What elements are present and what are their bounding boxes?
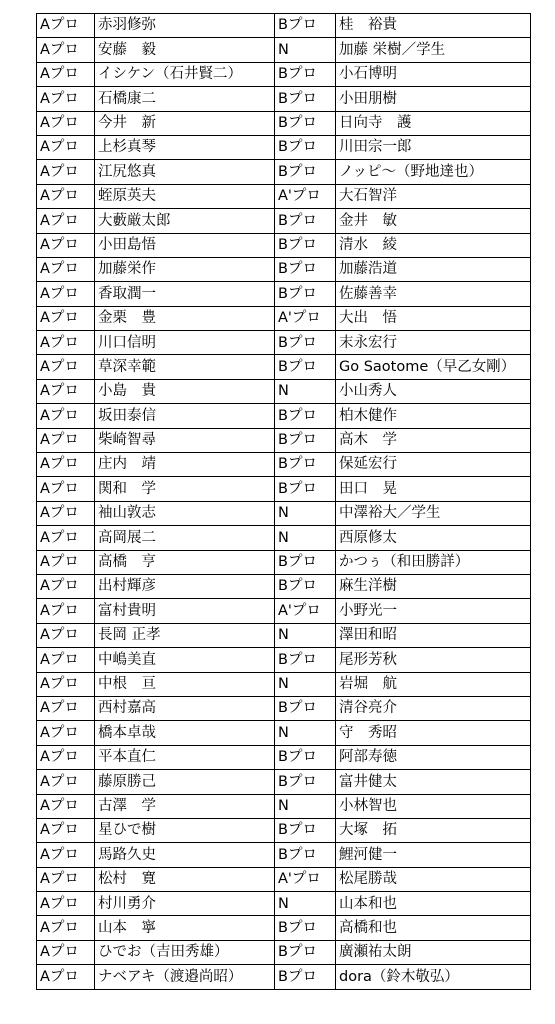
right-name-cell: 柏木健作 xyxy=(336,404,531,428)
table-row xyxy=(37,38,531,62)
table-row xyxy=(37,965,531,989)
left-class-cell: Aプロ xyxy=(37,282,95,306)
left-name-cell: 山本 寧 xyxy=(95,916,275,940)
table-row xyxy=(37,940,531,964)
left-class-cell: Aプロ xyxy=(37,135,95,159)
left-name-cell: 川口信明 xyxy=(95,331,275,355)
left-class-cell: Aプロ xyxy=(37,184,95,208)
left-name-cell: イシケン（石井賢二） xyxy=(95,62,275,86)
right-name-cell: 小野光一 xyxy=(336,599,531,623)
left-name-cell: 藤原勝己 xyxy=(95,770,275,794)
right-class-cell: Bプロ xyxy=(275,965,336,989)
left-class-cell: Aプロ xyxy=(37,648,95,672)
table-row xyxy=(37,745,531,769)
right-class-cell: A'プロ xyxy=(275,306,336,330)
table-row xyxy=(37,257,531,281)
table-row xyxy=(37,209,531,233)
table-row xyxy=(37,282,531,306)
right-class-cell: Bプロ xyxy=(275,696,336,720)
right-name-cell: 加藤 栄樹／学生 xyxy=(336,38,531,62)
left-name-cell: 加藤栄作 xyxy=(95,257,275,281)
left-name-cell: ナベアキ（渡邉尚昭） xyxy=(95,965,275,989)
left-class-cell: Aプロ xyxy=(37,501,95,525)
right-class-cell: Bプロ xyxy=(275,111,336,135)
left-name-cell: 小田島悟 xyxy=(95,233,275,257)
right-name-cell: 小石博明 xyxy=(336,62,531,86)
right-class-cell: N xyxy=(275,501,336,525)
left-name-cell: 草深幸範 xyxy=(95,355,275,379)
left-name-cell: 石橋康二 xyxy=(95,87,275,111)
table-row xyxy=(37,453,531,477)
right-name-cell: 阿部寿徳 xyxy=(336,745,531,769)
left-class-cell: Aプロ xyxy=(37,770,95,794)
table-row xyxy=(37,672,531,696)
left-class-cell: Aプロ xyxy=(37,38,95,62)
left-name-cell: 高岡展二 xyxy=(95,526,275,550)
left-name-cell: 柴崎智尋 xyxy=(95,428,275,452)
left-class-cell: Aプロ xyxy=(37,306,95,330)
left-class-cell: Aプロ xyxy=(37,818,95,842)
right-name-cell: Go Saotome（早乙女剛） xyxy=(336,355,531,379)
right-name-cell: 大石智洋 xyxy=(336,184,531,208)
right-name-cell: 桂 裕貴 xyxy=(336,14,531,38)
table-row xyxy=(37,721,531,745)
right-name-cell: 廣瀬祐太朗 xyxy=(336,940,531,964)
left-class-cell: Aプロ xyxy=(37,599,95,623)
table-row xyxy=(37,477,531,501)
right-name-cell: 松尾勝哉 xyxy=(336,867,531,891)
right-class-cell: N xyxy=(275,38,336,62)
right-class-cell: Bプロ xyxy=(275,940,336,964)
left-name-cell: ひでお（吉田秀雄） xyxy=(95,940,275,964)
right-name-cell: 大出 悟 xyxy=(336,306,531,330)
right-class-cell: Bプロ xyxy=(275,331,336,355)
right-class-cell: Bプロ xyxy=(275,428,336,452)
right-name-cell: 尾形芳秋 xyxy=(336,648,531,672)
right-name-cell: 麻生洋樹 xyxy=(336,574,531,598)
right-class-cell: A'プロ xyxy=(275,867,336,891)
table-row xyxy=(37,379,531,403)
left-class-cell: Aプロ xyxy=(37,672,95,696)
table-row xyxy=(37,574,531,598)
left-name-cell: 村川勇介 xyxy=(95,892,275,916)
table-row xyxy=(37,331,531,355)
right-class-cell: N xyxy=(275,526,336,550)
right-class-cell: Bプロ xyxy=(275,648,336,672)
left-class-cell: Aプロ xyxy=(37,404,95,428)
right-class-cell: Bプロ xyxy=(275,843,336,867)
left-name-cell: 蛭原英夫 xyxy=(95,184,275,208)
left-class-cell: Aプロ xyxy=(37,696,95,720)
left-class-cell: Aプロ xyxy=(37,721,95,745)
left-name-cell: 中嶋美直 xyxy=(95,648,275,672)
right-name-cell: 田口 晃 xyxy=(336,477,531,501)
table-row xyxy=(37,843,531,867)
right-name-cell: 富井健太 xyxy=(336,770,531,794)
left-class-cell: Aプロ xyxy=(37,477,95,501)
right-class-cell: Bプロ xyxy=(275,745,336,769)
right-class-cell: Bプロ xyxy=(275,355,336,379)
right-class-cell: Bプロ xyxy=(275,257,336,281)
left-name-cell: 松村 寛 xyxy=(95,867,275,891)
table-row xyxy=(37,818,531,842)
right-name-cell: 小山秀人 xyxy=(336,379,531,403)
table-row xyxy=(37,648,531,672)
table-row xyxy=(37,794,531,818)
table-row xyxy=(37,550,531,574)
table-row xyxy=(37,892,531,916)
left-name-cell: 馬路久史 xyxy=(95,843,275,867)
right-class-cell: N xyxy=(275,892,336,916)
left-class-cell: Aプロ xyxy=(37,574,95,598)
right-class-cell: Bプロ xyxy=(275,233,336,257)
roster-table xyxy=(36,13,531,990)
left-name-cell: 長岡 正孝 xyxy=(95,623,275,647)
right-name-cell: 守 秀昭 xyxy=(336,721,531,745)
right-class-cell: Bプロ xyxy=(275,404,336,428)
left-class-cell: Aプロ xyxy=(37,794,95,818)
right-name-cell: 山本和也 xyxy=(336,892,531,916)
left-class-cell: Aプロ xyxy=(37,916,95,940)
left-class-cell: Aプロ xyxy=(37,550,95,574)
right-name-cell: 川田宗一郎 xyxy=(336,135,531,159)
table-row xyxy=(37,867,531,891)
right-name-cell: かつぅ（和田勝詳） xyxy=(336,550,531,574)
left-class-cell: Aプロ xyxy=(37,843,95,867)
left-class-cell: Aプロ xyxy=(37,379,95,403)
left-class-cell: Aプロ xyxy=(37,892,95,916)
left-name-cell: 香取潤一 xyxy=(95,282,275,306)
right-name-cell: 岩堀 航 xyxy=(336,672,531,696)
left-class-cell: Aプロ xyxy=(37,233,95,257)
left-name-cell: 西村嘉高 xyxy=(95,696,275,720)
left-class-cell: Aプロ xyxy=(37,355,95,379)
table-row xyxy=(37,599,531,623)
table-row xyxy=(37,428,531,452)
right-class-cell: N xyxy=(275,379,336,403)
right-class-cell: A'プロ xyxy=(275,184,336,208)
left-name-cell: 江尻悠真 xyxy=(95,160,275,184)
right-class-cell: N xyxy=(275,672,336,696)
right-name-cell: 加藤浩道 xyxy=(336,257,531,281)
left-name-cell: 高橋 亨 xyxy=(95,550,275,574)
right-class-cell: Bプロ xyxy=(275,550,336,574)
table-row xyxy=(37,623,531,647)
right-name-cell: 鯉河健一 xyxy=(336,843,531,867)
right-name-cell: 中澤裕大／学生 xyxy=(336,501,531,525)
right-name-cell: dora（鈴木敬弘） xyxy=(336,965,531,989)
left-name-cell: 古澤 学 xyxy=(95,794,275,818)
right-name-cell: 金井 敏 xyxy=(336,209,531,233)
right-class-cell: A'プロ xyxy=(275,599,336,623)
right-class-cell: Bプロ xyxy=(275,209,336,233)
right-name-cell: 高橋和也 xyxy=(336,916,531,940)
left-class-cell: Aプロ xyxy=(37,209,95,233)
left-name-cell: 大藪厳太郎 xyxy=(95,209,275,233)
table-row xyxy=(37,14,531,38)
right-class-cell: Bプロ xyxy=(275,87,336,111)
right-class-cell: N xyxy=(275,794,336,818)
left-class-cell: Aプロ xyxy=(37,623,95,647)
right-name-cell: 高木 学 xyxy=(336,428,531,452)
table-row xyxy=(37,501,531,525)
right-name-cell: 保延宏行 xyxy=(336,453,531,477)
right-class-cell: N xyxy=(275,623,336,647)
left-class-cell: Aプロ xyxy=(37,160,95,184)
left-class-cell: Aプロ xyxy=(37,745,95,769)
right-class-cell: N xyxy=(275,721,336,745)
table-row xyxy=(37,111,531,135)
left-class-cell: Aプロ xyxy=(37,62,95,86)
left-name-cell: 富村貴明 xyxy=(95,599,275,623)
left-name-cell: 平本直仁 xyxy=(95,745,275,769)
left-name-cell: 袖山敦志 xyxy=(95,501,275,525)
right-name-cell: 西原修太 xyxy=(336,526,531,550)
right-name-cell: 小林智也 xyxy=(336,794,531,818)
left-name-cell: 橋本卓哉 xyxy=(95,721,275,745)
left-name-cell: 星ひで樹 xyxy=(95,818,275,842)
right-class-cell: Bプロ xyxy=(275,818,336,842)
right-class-cell: Bプロ xyxy=(275,574,336,598)
left-class-cell: Aプロ xyxy=(37,331,95,355)
left-name-cell: 関和 学 xyxy=(95,477,275,501)
left-name-cell: 庄内 靖 xyxy=(95,453,275,477)
left-class-cell: Aプロ xyxy=(37,965,95,989)
right-class-cell: Bプロ xyxy=(275,770,336,794)
right-class-cell: Bプロ xyxy=(275,160,336,184)
right-class-cell: Bプロ xyxy=(275,916,336,940)
left-name-cell: 金栗 豊 xyxy=(95,306,275,330)
table-row xyxy=(37,62,531,86)
left-name-cell: 出村輝彦 xyxy=(95,574,275,598)
roster-sheet xyxy=(36,13,531,990)
right-name-cell: 大塚 拓 xyxy=(336,818,531,842)
left-class-cell: Aプロ xyxy=(37,111,95,135)
table-row xyxy=(37,770,531,794)
right-name-cell: 末永宏行 xyxy=(336,331,531,355)
roster-table-body xyxy=(37,14,531,990)
right-class-cell: Bプロ xyxy=(275,135,336,159)
table-row xyxy=(37,87,531,111)
table-row xyxy=(37,696,531,720)
left-class-cell: Aプロ xyxy=(37,940,95,964)
left-name-cell: 坂田泰信 xyxy=(95,404,275,428)
right-name-cell: 佐藤善幸 xyxy=(336,282,531,306)
left-class-cell: Aプロ xyxy=(37,257,95,281)
left-name-cell: 中根 亘 xyxy=(95,672,275,696)
table-row xyxy=(37,355,531,379)
left-class-cell: Aプロ xyxy=(37,867,95,891)
right-class-cell: Bプロ xyxy=(275,477,336,501)
table-row xyxy=(37,184,531,208)
left-class-cell: Aプロ xyxy=(37,14,95,38)
table-row xyxy=(37,233,531,257)
left-class-cell: Aプロ xyxy=(37,87,95,111)
left-name-cell: 今井 新 xyxy=(95,111,275,135)
right-class-cell: Bプロ xyxy=(275,282,336,306)
table-row xyxy=(37,135,531,159)
right-class-cell: Bプロ xyxy=(275,14,336,38)
left-class-cell: Aプロ xyxy=(37,428,95,452)
right-name-cell: 小田朋樹 xyxy=(336,87,531,111)
right-name-cell: 澤田和昭 xyxy=(336,623,531,647)
table-row xyxy=(37,160,531,184)
right-name-cell: ノッピ～（野地達也） xyxy=(336,160,531,184)
table-row xyxy=(37,526,531,550)
right-name-cell: 日向寺 護 xyxy=(336,111,531,135)
left-class-cell: Aプロ xyxy=(37,453,95,477)
table-row xyxy=(37,916,531,940)
left-name-cell: 安藤 毅 xyxy=(95,38,275,62)
right-name-cell: 清谷亮介 xyxy=(336,696,531,720)
right-class-cell: Bプロ xyxy=(275,453,336,477)
left-class-cell: Aプロ xyxy=(37,526,95,550)
right-name-cell: 清水 綾 xyxy=(336,233,531,257)
table-row xyxy=(37,306,531,330)
left-name-cell: 小島 貴 xyxy=(95,379,275,403)
table-row xyxy=(37,404,531,428)
left-name-cell: 赤羽修弥 xyxy=(95,14,275,38)
right-class-cell: Bプロ xyxy=(275,62,336,86)
left-name-cell: 上杉真琴 xyxy=(95,135,275,159)
